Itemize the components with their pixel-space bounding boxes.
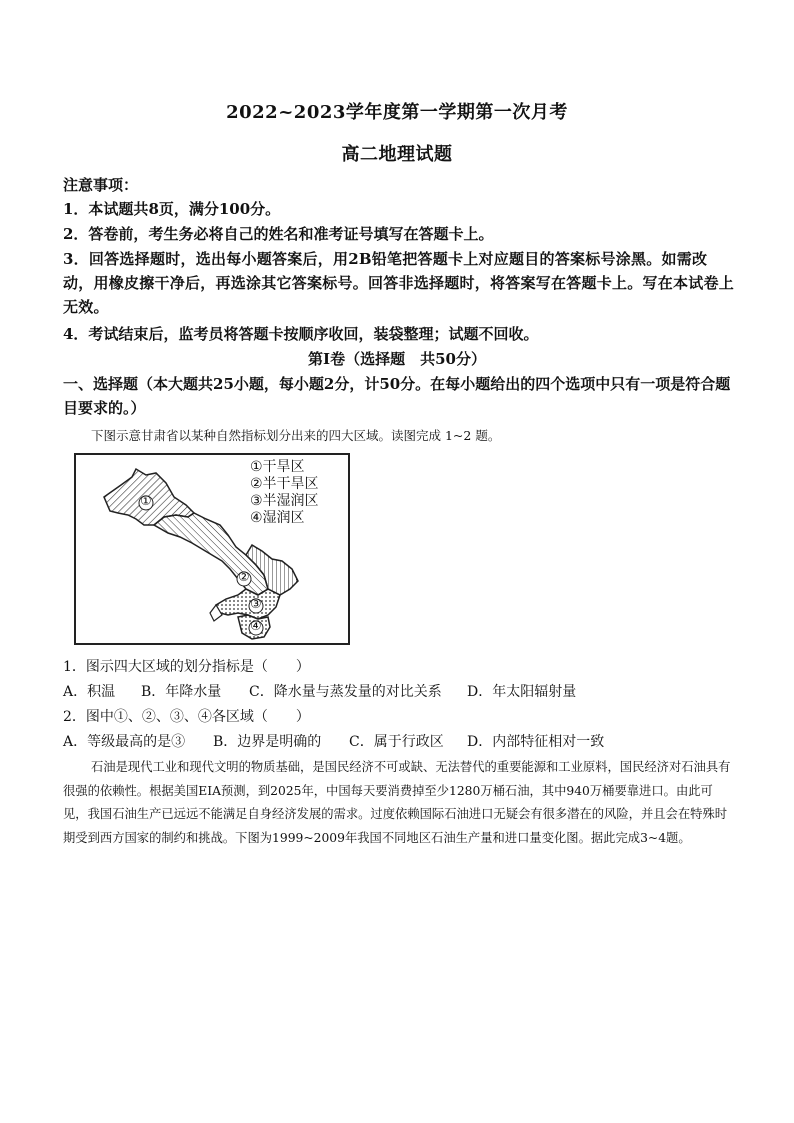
notice-item-4: 4．考试结束后，监考员将答题卡按顺序收回，装袋整理；试题不回收。 [63, 325, 539, 343]
region-label-3: ③ [250, 597, 262, 612]
q2-option-a[interactable]: A．等级最高的是③ [63, 734, 186, 750]
q1-option-b[interactable]: B．年降水量 [141, 684, 222, 700]
q1-option-d[interactable]: D．年太阳辐射量 [467, 684, 577, 700]
legend-item-arid: ①干旱区 [250, 459, 305, 475]
notice-item-3: 3．回答选择题时，选出每小题答案后，用2B铅笔把答题卡上对应题目的答案标号涂黑。如需改动，用橡皮擦干净后，再选涂其它答案标号。回答非选择题时，将答案写在答题卡上。写在本试卷上无效。 [63, 250, 735, 316]
part-one-instructions: 一、选择题（本大题共25小题，每小题2分，计50分。在每小题给出的四个选项中只有一项是符合题目要求的。） [63, 375, 731, 417]
question-1-stem: 1．图示四大区域的划分指标是（ ） [63, 659, 310, 675]
question-1-options [63, 681, 576, 701]
q1-option-a[interactable]: A．积温 [63, 684, 116, 700]
map-intro: 下图示意甘肃省以某种自然指标划分出来的四大区域。读图完成 1~2 题。 [91, 428, 501, 443]
legend-item-semi-humid: ③半湿润区 [250, 493, 319, 509]
q2-option-c[interactable]: C．属于行政区 [349, 734, 444, 750]
question-2-stem: 2．图中①、②、③、④各区域（ ） [63, 709, 310, 725]
q2-option-d[interactable]: D．内部特征相对一致 [467, 734, 605, 750]
region-label-4: ④ [250, 619, 262, 634]
legend-item-humid: ④湿润区 [250, 510, 305, 526]
legend-item-semi-arid: ②半干旱区 [250, 476, 319, 492]
notice-heading: 注意事项： [63, 176, 139, 194]
notice-item-2: 2．答卷前，考生务必将自己的姓名和准考证号填写在答题卡上。 [63, 225, 494, 243]
map-legend [250, 459, 319, 527]
exam-subtitle: 高二地理试题 [341, 144, 453, 165]
exam-title: 2022~2023学年度第一学期第一次月考 [226, 102, 568, 123]
region-label-1: ① [140, 494, 152, 509]
q1-option-c[interactable]: C．降水量与蒸发量的对比关系 [249, 684, 442, 700]
question-2-options [63, 731, 604, 751]
oil-passage: 石油是现代工业和现代文明的物质基础，是国民经济不可或缺、无法替代的重要能源和工业原料，国民经济对石油具有很强的依赖性。根据美国EIA预测，到2025年，中国每天要消费掉至少1280万桶石油，其中940万桶要靠进口。由此可见，我国石油生产已远远不能满足自身经济发展的需求。过度依赖国际石油进口无疑会有很多潜在的风险，并且会在特殊时期受到西方国家的制约和挑战。下图为1999~2009年我国不同地区石油生产量和进口量变化图。据此完成3~4题。 [63, 760, 731, 845]
section-title: 第Ⅰ卷（选择题 共50分） [308, 350, 486, 368]
region-label-2: ② [238, 570, 250, 585]
notice-item-1: 1．本试题共8页，满分100分。 [63, 200, 281, 218]
q2-option-b[interactable]: B．边界是明确的 [213, 734, 322, 750]
